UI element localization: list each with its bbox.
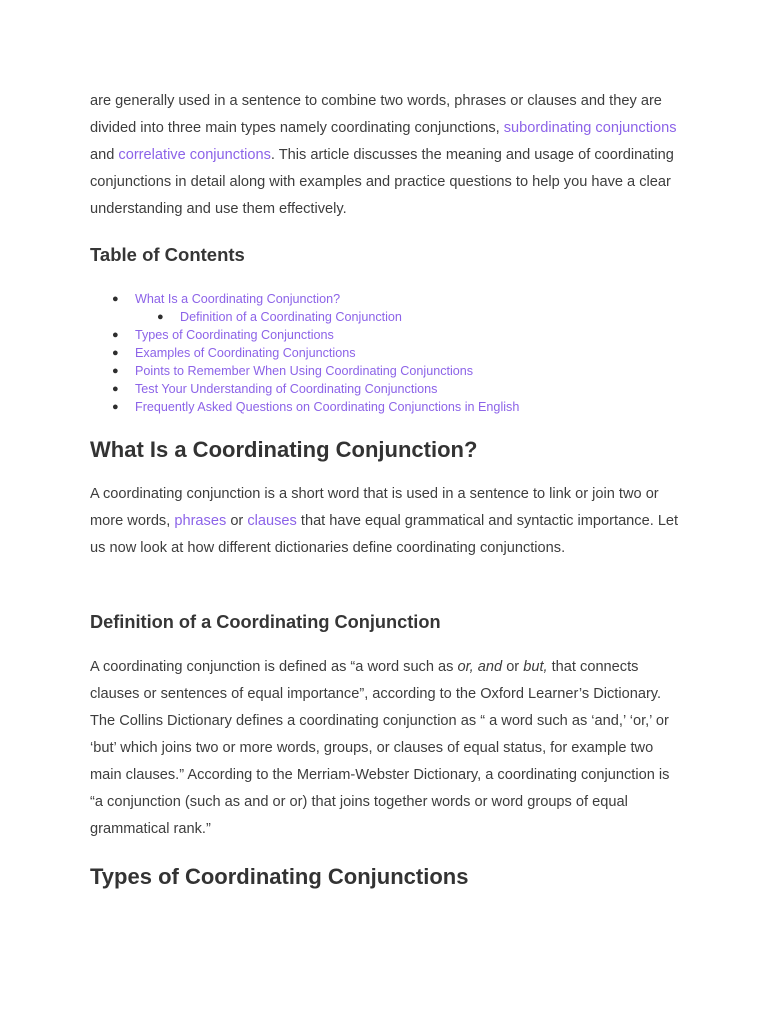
section-heading-what-is: What Is a Coordinating Conjunction? bbox=[90, 437, 478, 462]
intro-text-2: and bbox=[90, 147, 119, 163]
toc-link-what-is[interactable]: What Is a Coordinating Conjunction? bbox=[135, 292, 341, 306]
toc-item[interactable] bbox=[112, 290, 519, 308]
what-text-1: A coordinating conjunction is a short word that is used in a sentence to link or join two or more words, bbox=[90, 486, 659, 529]
toc-link-types[interactable]: Types of Coordinating Conjunctions bbox=[135, 328, 334, 342]
what-text-2: or bbox=[226, 513, 248, 529]
toc-link-points[interactable]: Points to Remember When Using Coordinating Conjunctions bbox=[135, 364, 474, 378]
clauses-link[interactable]: clauses bbox=[247, 513, 297, 529]
toc-link-faq[interactable]: Frequently Asked Questions on Coordinating Conjunctions in English bbox=[135, 400, 520, 414]
toc-heading: Table of Contents bbox=[90, 244, 245, 265]
def-text-3: that connects clauses or sentences of equal importance”, according to the Oxford Learner’s Dictionary. The Collins Dictionary defines a coordinating conjunction as “ a word such as ‘and,’ ‘or,’ or ‘but’ which joins two or more words, groups, or clauses of equal status, for example two main clauses.” According to the Merriam-Webster Dictionary, a coordinating conjunction is “a conjunction (such as and or or) that joins together words or word groups of equal grammatical rank.” bbox=[90, 659, 670, 837]
phrases-link[interactable]: phrases bbox=[174, 513, 227, 529]
toc-link-test[interactable]: Test Your Understanding of Coordinating Conjunctions bbox=[135, 382, 438, 396]
bullet-icon: ● bbox=[112, 347, 119, 359]
toc-item[interactable] bbox=[112, 326, 519, 344]
bullet-icon: ● bbox=[112, 401, 119, 413]
bullet-icon: ● bbox=[112, 293, 119, 305]
definition-paragraph bbox=[90, 654, 680, 843]
bullet-icon: ● bbox=[112, 365, 119, 377]
def-emphasis-1: or, and bbox=[457, 659, 503, 675]
section-heading-types: Types of Coordinating Conjunctions bbox=[90, 864, 469, 889]
toc-item[interactable] bbox=[112, 344, 519, 362]
intro-text-1: are generally used in a sentence to combine two words, phrases or clauses and they are divided into three main types namely coordinating conjunctions, bbox=[90, 93, 662, 136]
bullet-icon: ● bbox=[112, 383, 119, 395]
def-emphasis-2: but, bbox=[523, 659, 548, 675]
bullet-icon: ● bbox=[112, 329, 119, 341]
toc-item[interactable] bbox=[112, 398, 520, 416]
what-text-3: that have equal grammatical and syntactic importance. Let us now look at how different dictionaries define coordinating conjunctions. bbox=[90, 513, 679, 556]
correlative-conjunctions-link[interactable]: correlative conjunctions bbox=[118, 147, 271, 163]
intro-paragraph bbox=[90, 88, 680, 223]
toc-link-examples[interactable]: Examples of Coordinating Conjunctions bbox=[135, 346, 356, 360]
table-of-contents bbox=[90, 290, 519, 416]
toc-item[interactable] bbox=[112, 362, 519, 380]
toc-link-definition[interactable]: Definition of a Coordinating Conjunction bbox=[180, 310, 402, 324]
def-text-1: A coordinating conjunction is defined as “a word such as bbox=[90, 659, 458, 675]
def-text-2: or bbox=[502, 659, 524, 675]
toc-subitem[interactable] bbox=[135, 308, 519, 326]
toc-item[interactable] bbox=[112, 380, 519, 398]
section-heading-definition: Definition of a Coordinating Conjunction bbox=[90, 612, 441, 632]
subordinating-conjunctions-link[interactable]: subordinating conjunctions bbox=[503, 120, 677, 136]
bullet-icon: ● bbox=[157, 311, 164, 323]
intro-text-3: . This article discusses the meaning and usage of coordinating conjunctions in detail along with examples and practice questions to help you have a clear understanding and use them effectively. bbox=[90, 147, 674, 217]
what-is-paragraph bbox=[90, 481, 680, 562]
